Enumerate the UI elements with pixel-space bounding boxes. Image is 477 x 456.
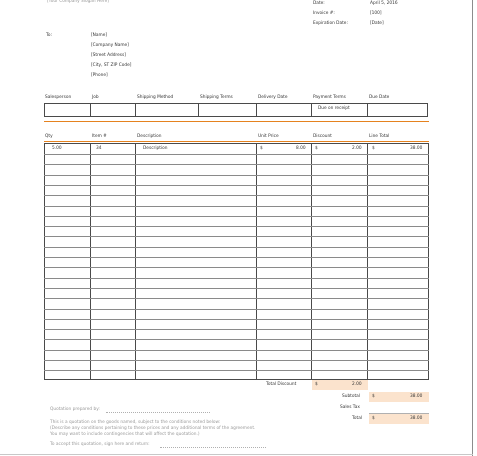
date-label: Date: [313,1,325,6]
conditions-note-1: This is a quotation on the goods named, subject to the conditions noted below: [50,420,221,425]
grid-row-divider [44,339,429,340]
row-qty: 5.00 [52,146,62,151]
total-discount-label: Total Discount [266,382,297,387]
row-description: Description [143,146,168,151]
shipping-col-divider [367,103,368,117]
subtotal-currency: $ [372,394,375,399]
shipping-col-divider [135,103,136,117]
hdr-payment-terms: Payment Terms [313,95,346,100]
grid-row-divider [44,288,429,289]
row-line-total: 38.00 [410,146,423,151]
total-discount-currency: $ [315,382,318,387]
grid-row-divider [44,267,429,268]
conditions-note-3: You may want to include contingencies that will affect the quotation.) [50,432,200,437]
total-value: 38.00 [410,416,423,421]
page-bottom-edge [0,454,473,455]
date-value: April 5, 2016 [370,1,398,6]
grid-row-divider [44,257,429,258]
grid-row-divider [44,360,429,361]
grid-row-divider [44,309,429,310]
grid-row-divider [44,370,429,371]
shipping-col-divider [198,103,199,117]
hdr-item: Item # [92,134,107,139]
to-street: [Street Address] [91,53,126,58]
line-items-table [44,143,429,380]
grid-column-divider [256,143,257,380]
grid-row-divider [44,226,429,227]
total-label: Total [352,416,363,421]
to-label: To: [46,33,52,38]
grid-row-divider [44,247,429,248]
grid-row-divider [44,164,429,165]
hdr-description: Description [137,134,162,139]
shipping-table [44,103,428,117]
prepared-by-line[interactable] [106,412,210,413]
row-item: 34 [96,146,102,151]
grid-row-divider [44,216,429,217]
invoice-label: Invoice #: [313,11,335,16]
to-city: [City, ST ZIP Code] [91,63,132,68]
grid-row-divider [44,195,429,196]
hdr-shipping-method: Shipping Method [137,95,174,100]
hdr-salesperson: Salesperson [45,95,72,100]
to-company: [Company Name] [91,43,129,48]
shipping-col-divider [90,103,91,117]
to-phone: [Phone] [91,73,108,78]
to-name: [Name] [91,33,108,38]
prepared-by-label: Quotation prepared by: [50,407,100,412]
payment-terms-value: Due on receipt [318,106,350,111]
total-discount-value: 2.00 [352,382,362,387]
grid-row-divider [44,185,429,186]
subtotal-label: Subtotal [342,394,361,399]
grid-row-divider [44,175,429,176]
hdr-discount: Discount [313,134,332,139]
subtotal-value: 38.00 [410,394,423,399]
accept-label: To accept this quotation, sign here and return: [50,442,150,447]
page-right-edge [472,0,473,456]
row-discount: 2.00 [352,146,362,151]
conditions-note-2: (Describe any conditions pertaining to these prices and any additional terms of the agreement. [50,426,256,431]
hdr-line-total: Line Total [369,134,390,139]
signature-line[interactable] [160,447,266,448]
grid-row-divider [44,319,429,320]
section-divider [44,121,429,122]
grid-row-divider [44,206,429,207]
row-discount-currency: $ [315,146,318,151]
grid-row-divider [44,350,429,351]
shipping-col-divider [311,103,312,117]
expiration-label: Expiration Date: [313,21,348,26]
hdr-shipping-terms: Shipping Terms [200,95,233,100]
total-currency: $ [372,416,375,421]
grid-row-divider [44,236,429,237]
grid-row-divider [44,278,429,279]
company-slogan: [Your Company Slogan Here] [47,0,109,4]
hdr-job: Job [92,95,99,100]
grid-row-divider [44,298,429,299]
grid-column-divider [90,143,91,380]
grid-column-divider [311,143,312,380]
grid-row-divider [44,154,429,155]
row-unit-currency: $ [260,146,263,151]
invoice-value: [100] [370,11,382,16]
sales-tax-label: Sales Tax [340,405,360,410]
grid-column-divider [367,143,368,380]
hdr-qty: Qty [45,134,53,139]
row-unit-price: 8.00 [296,146,306,151]
expiration-value: [Date] [370,21,384,26]
items-header-rule [44,141,429,142]
hdr-due-date: Due Date [369,95,390,100]
shipping-col-divider [256,103,257,117]
grid-row-divider [44,329,429,330]
grid-column-divider [135,143,136,380]
row-line-currency: $ [372,146,375,151]
hdr-delivery-date: Delivery Date [258,95,288,100]
hdr-unit-price: Unit Price [258,134,279,139]
